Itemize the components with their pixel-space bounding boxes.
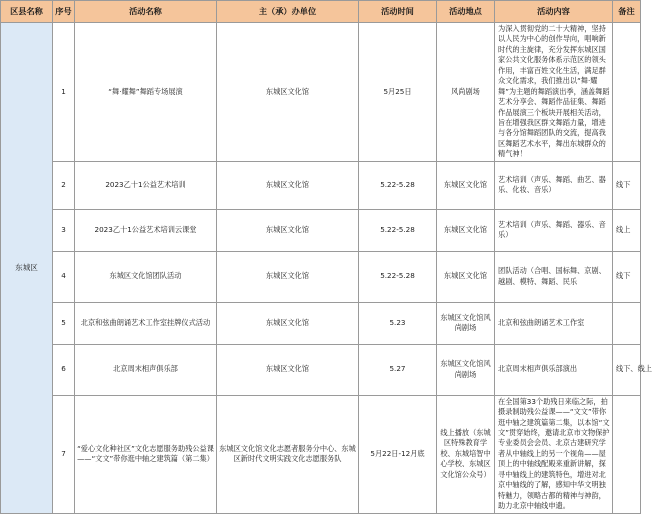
table-row	[1, 209, 641, 251]
activity-content: 北京和弦曲朗诵艺术工作室	[495, 302, 613, 344]
table-row	[1, 161, 641, 209]
activity-time: 5月25日	[359, 23, 437, 162]
organizer: 东城区文化馆	[217, 251, 359, 302]
activity-place: 风尚剧场	[437, 23, 495, 162]
row-number: 3	[53, 209, 75, 251]
organizer: 东城区文化馆	[217, 161, 359, 209]
remark: 线下	[613, 161, 641, 209]
activity-name: 2023乙十1公益艺术培训	[75, 161, 217, 209]
activity-place: 东城区文化馆风尚剧场	[437, 302, 495, 344]
activity-content: 北京周末相声俱乐部演出	[495, 344, 613, 395]
table-row	[1, 23, 641, 162]
organizer: 东城区文化馆	[217, 302, 359, 344]
remark	[613, 302, 641, 344]
table-row	[1, 344, 641, 395]
activity-place: 线上播放（东城区特殊教育学校、东城培智中心学校、东城区文化馆公众号）	[437, 395, 495, 513]
activity-name: 2023乙十1公益艺术培训云课堂	[75, 209, 217, 251]
organizer: 东城区文化馆文化志愿者服务分中心、东城区新时代文明实践文化志愿服务队	[217, 395, 359, 513]
remark: 线下、线上	[613, 344, 641, 395]
activity-time: 5月22日-12月底	[359, 395, 437, 513]
activity-content: 在全国第33个助残日来临之际，拍摄录制助残公益课——“文文”带你逛中轴之建筑篇第二集，以本馆“文文”贯穿始终，邀请北京市文物保护专业委员会会员、北京古建研究学者从中轴线上的另一个视角——屋顶上的中轴线配殿来重新讲解，探寻中轴线上的建筑特色，增进对北京中轴线的了解，感知中华文明独特魅力，领略古都的精神与神韵，助力北京中轴线申遗。	[495, 395, 613, 513]
activity-time: 5.22-5.28	[359, 251, 437, 302]
organizer: 东城区文化馆	[217, 344, 359, 395]
header-organizer: 主（承）办单位	[217, 1, 359, 23]
remark: 线下	[613, 251, 641, 302]
remark: 线上	[613, 209, 641, 251]
activity-name: “舞·耀舞”舞蹈专场展演	[75, 23, 217, 162]
row-number: 1	[53, 23, 75, 162]
district-cell: 东城区	[1, 23, 53, 514]
activity-place: 东城区文化馆	[437, 251, 495, 302]
row-number: 4	[53, 251, 75, 302]
remark	[613, 395, 641, 513]
header-number: 序号	[53, 1, 75, 23]
row-number: 7	[53, 395, 75, 513]
activity-content: 艺术培训（声乐、舞蹈、曲艺、器乐、化妆、音乐）	[495, 161, 613, 209]
activity-time: 5.23	[359, 302, 437, 344]
activity-name: 北京和弦曲朗诵艺术工作室挂牌仪式活动	[75, 302, 217, 344]
header-time: 活动时间	[359, 1, 437, 23]
activity-content: 为深入贯彻党的二十大精神，坚持以人民为中心的创作导向，唱响新时代的主旋律，充分发挥东城区国家公共文化服务体系示范区的领头作用，丰富百姓文化生活，满足群众文化需求，我们推出以“舞·耀舞”为主题的舞蹈演出季，涵盖舞蹈艺术分享会、舞蹈作品征集、舞蹈作品展演三个板块开展相关活动，旨在增强我区群文舞蹈力量，增进与各分馆舞蹈团队的交流，提高我区舞蹈艺术水平，舞出东城群众的精气神！	[495, 23, 613, 162]
activity-name: 北京周末相声俱乐部	[75, 344, 217, 395]
activity-content: 艺术培训（声乐、舞蹈、器乐、音乐）	[495, 209, 613, 251]
row-number: 5	[53, 302, 75, 344]
header-district: 区县名称	[1, 1, 53, 23]
header-activity-name: 活动名称	[75, 1, 217, 23]
activity-place: 东城区文化馆	[437, 161, 495, 209]
header-place: 活动地点	[437, 1, 495, 23]
organizer: 东城区文化馆	[217, 209, 359, 251]
activity-place: 东城区文化馆风尚剧场	[437, 344, 495, 395]
table-row	[1, 302, 641, 344]
activity-content: 团队活动（合唱、国标舞、京剧、越剧、模特、舞蹈、民乐	[495, 251, 613, 302]
row-number: 6	[53, 344, 75, 395]
activity-time: 5.27	[359, 344, 437, 395]
table-header	[1, 1, 641, 23]
activity-time: 5.22-5.28	[359, 209, 437, 251]
activity-name: “爱心文化种社区”文化志愿服务助残公益课——“文文”带你逛中轴之建筑篇（第二集）	[75, 395, 217, 513]
activity-place: 东城区文化馆	[437, 209, 495, 251]
activity-name: 东城区文化馆团队活动	[75, 251, 217, 302]
remark	[613, 23, 641, 162]
row-number: 2	[53, 161, 75, 209]
organizer: 东城区文化馆	[217, 23, 359, 162]
activity-time: 5.22-5.28	[359, 161, 437, 209]
header-content: 活动内容	[495, 1, 613, 23]
table-row	[1, 395, 641, 513]
header-remark: 备注	[613, 1, 641, 23]
table-row	[1, 251, 641, 302]
